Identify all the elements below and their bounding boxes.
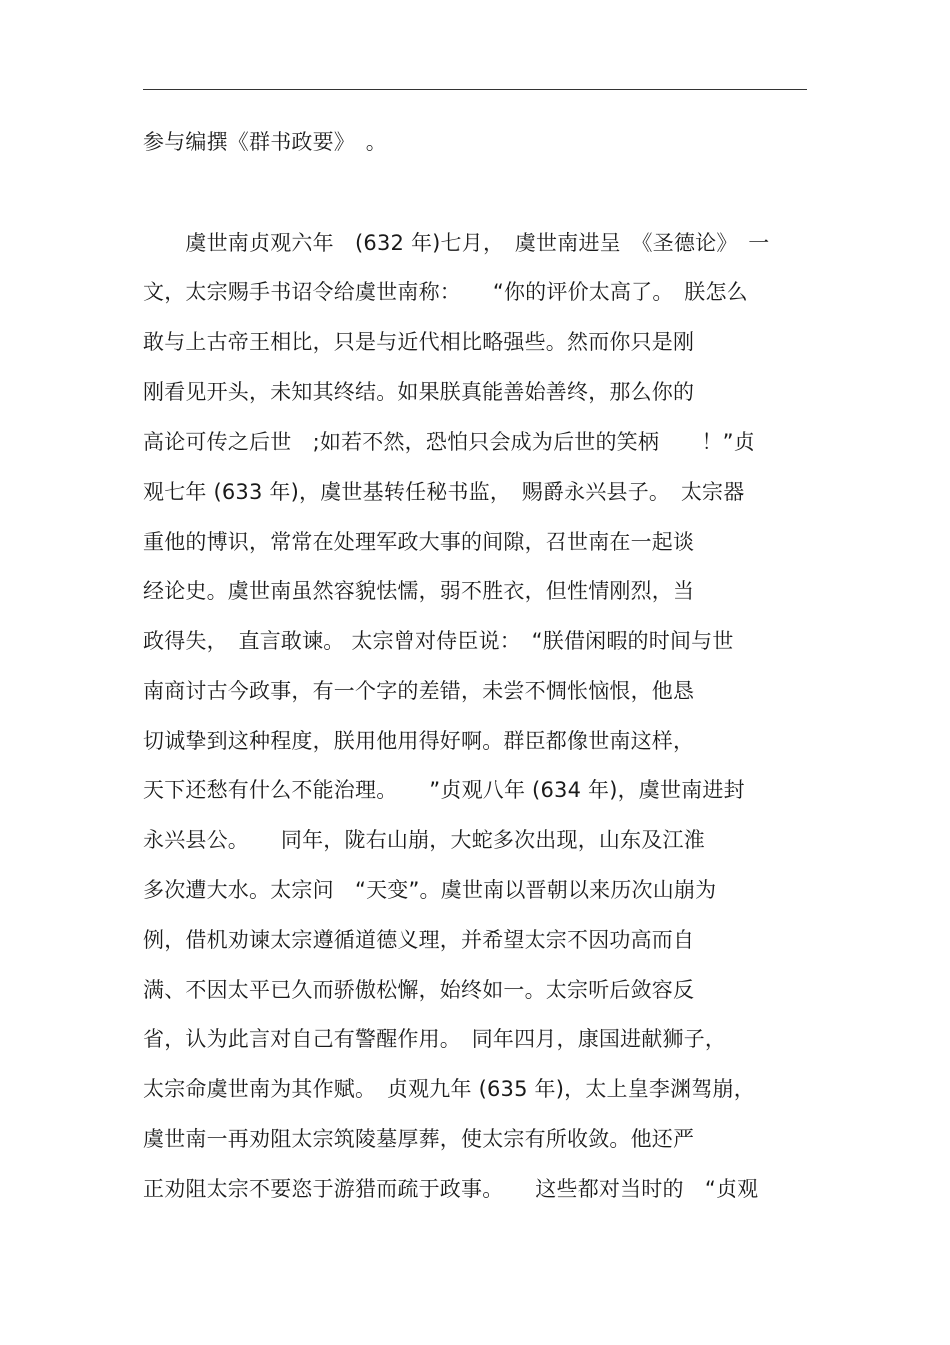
text-line: 太宗命虞世南为其作赋。 贞观九年 (635 年)，太上皇李渊驾崩， xyxy=(143,1077,755,1101)
text-line: 切诚挚到这种程度，朕用他用得好啊。群臣都像世南这样， xyxy=(143,729,695,753)
text-line: 例，借机劝谏太宗遵循道德义理，并希望太宗不因功高而自 xyxy=(143,928,695,952)
text-line: 多次遭大水。太宗问 “天变”。虞世南以晋朝以来历次山崩为 xyxy=(143,878,717,902)
text-line: 正劝阻太宗不要恣于游猎而疏于政事。 这些都对当时的 “贞观 xyxy=(143,1177,759,1201)
text-line: 高论可传之后世 ;如若不然，恐怕只会成为后世的笑柄 ！”贞 xyxy=(143,430,755,454)
text-line: 刚看见开头，未知其终结。如果朕真能善始善终，那么你的 xyxy=(143,380,695,404)
text-line: 虞世南一再劝阻太宗筑陵墓厚葬，使太宗有所收敛。他还严 xyxy=(143,1127,695,1151)
text-line: 永兴县公。 同年，陇右山崩，大蛇多次出现，山东及江淮 xyxy=(143,828,705,852)
text-line: 经论史。虞世南虽然容貌怯懦，弱不胜衣，但性情刚烈，当 xyxy=(143,579,695,603)
text-line: 虞世南贞观六年 (632 年)七月， 虞世南进呈 《圣德论》 一 xyxy=(143,231,770,255)
text-line: 重他的博识，常常在处理军政大事的间隙，召世南在一起谈 xyxy=(143,530,695,554)
text-line: 参与编撰《群书政要》 。 xyxy=(143,130,387,154)
text-line: 政得失， 直言敢谏。 太宗曾对侍臣说： “朕借闲暇的时间与世 xyxy=(143,629,734,653)
text-line: 观七年 (633 年)，虞世基转任秘书监， 赐爵永兴县子。 太宗器 xyxy=(143,480,745,504)
text-line: 省，认为此言对自己有警醒作用。 同年四月，康国进献狮子， xyxy=(143,1027,727,1051)
text-line: 天下还愁有什么不能治理。 ”贞观八年 (634 年)，虞世南进封 xyxy=(143,778,745,802)
text-line: 敢与上古帝王相比，只是与近代相比略强些。然而你只是刚 xyxy=(143,330,695,354)
text-line: 南商讨古今政事，有一个字的差错，未尝不惆怅恼恨，他恳 xyxy=(143,679,695,703)
header-rule xyxy=(143,89,807,90)
text-line: 满、不因太平已久而骄傲松懈，始终如一。太宗听后敛容反 xyxy=(143,978,695,1002)
text-line: 文，太宗赐手书诏令给虞世南称： “你的评价太高了。 朕怎么 xyxy=(143,280,748,304)
